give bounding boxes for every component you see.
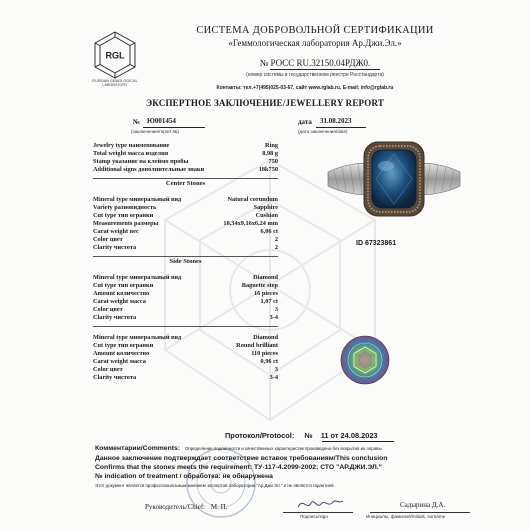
center-stones-heading: Center Stones (165, 180, 206, 187)
signer-name: Садырина Д.А. (400, 501, 446, 509)
signer-underline (370, 512, 470, 513)
report-title: ЭКСПЕРТНОЕ ЗАКЛЮЧЕНИЕ/JEWELLERY REPORT (145, 98, 385, 108)
side-stone-row: Cut type тип огранки Round brilliant (93, 342, 278, 349)
side-stone-row: Amount количество 16 pieces (93, 290, 278, 297)
chief-initials: М. П. (210, 503, 228, 511)
comments-line (95, 445, 475, 452)
report-number-caption: (заключение/report №) (131, 129, 179, 134)
side-section-divider (93, 256, 278, 257)
side-stone-row: Mineral type минеральный вид Diamond (93, 334, 278, 341)
contacts-line: Контакты: тел.+7(495)025-03-67, сайт www.rglab.ru, E-mail: info@rglab.ru (216, 85, 394, 91)
report-date: 31.08.2023 (320, 117, 352, 125)
registry-caption: (номер системы в государственном реестре Росстандарта) (246, 72, 384, 78)
logo-text: RGL (105, 50, 125, 61)
report-date-underline (316, 127, 366, 128)
registry-underline (270, 69, 380, 70)
center-stone-row: Color цвет 2 (93, 236, 278, 243)
signer-caption: Инициалы, фамилия/Initials, surname (366, 514, 446, 519)
side-stone-row: Amount количество 110 pieces (93, 350, 278, 357)
center-stone-row: Variety разновидность Sapphire (93, 204, 278, 211)
hologram-sticker-icon (340, 335, 390, 385)
conclusion-line-1: Данное заключение подтверждает соответствие вставок требованиям/This conclusion (95, 455, 388, 462)
id-number: ID 67323861 (356, 240, 397, 247)
report-date-caption: (дата заключения/date) (298, 129, 348, 134)
chief-label: Руководитель/Chief: (145, 503, 206, 511)
center-stone-row: Mineral type минеральный вид Natural corundum (93, 196, 278, 203)
logo-caption: RUSSIAN GEMOLOGICAL LABORATORY (92, 79, 138, 88)
conclusion-line-3: № indication of treatment / обработка: не обнаружена (95, 473, 273, 480)
disclaimer-line: Этот документ является профессиональным мнением экспертов лаборатории "Ар.Джи.Эл." и не является гарантией (95, 483, 334, 488)
center-stone-row: Carat weight вес 6,06 ct (93, 228, 278, 235)
jewellery-row: Additional signs дополнительные знаки 18k750 (93, 166, 278, 173)
protocol-value: 11 от 24.08.2023 (320, 431, 378, 440)
chief-signature-line (145, 503, 227, 511)
side-stone-row: Clarity чистота 3-4 (93, 314, 278, 321)
protocol-line (225, 431, 378, 440)
side-stone-row: Color цвет 3 (93, 366, 278, 373)
comments-label: Комментарии/Comments: (95, 445, 181, 452)
lab-name: «Геммологическая лаборатория Ар.Джи.Эл.» (228, 38, 402, 48)
side-stone-row: Cut type тип огранки Baguette step (93, 282, 278, 289)
center-stone-row: Measurements размеры 10,34x9,16x6,24 mm (93, 220, 278, 227)
side-group-divider (93, 326, 278, 327)
side-stone-row: Mineral type минеральный вид Diamond (93, 274, 278, 281)
report-number-prefix: № (133, 118, 141, 126)
sign-caption: Подпись/sign (300, 514, 328, 519)
report-number-underline (143, 127, 205, 128)
protocol-underline (322, 441, 394, 442)
certification-system-title: СИСТЕМА ДОБРОВОЛЬНОЙ СЕРТИФИКАЦИИ (196, 25, 434, 36)
report-number: Ю001454 (147, 117, 176, 125)
handwritten-signature-icon (295, 495, 345, 513)
jewellery-row: Total weight масса изделия 8,98 g (93, 150, 278, 157)
conclusion-line-2: Confirms that the stones meets the requirement: ТУ-117-4.2099-2002; СТО "АР.ДЖИ.ЭЛ." (95, 464, 382, 471)
side-stone-row: Carat weight масса 1,07 ct (93, 298, 278, 305)
protocol-number-prefix: № (304, 431, 313, 440)
rgl-logo-icon (90, 30, 140, 80)
report-date-prefix: дата (298, 118, 312, 126)
side-stone-row: Clarity чистота 3-4 (93, 374, 278, 381)
protocol-label: Протокол/Protocol: (225, 431, 295, 440)
center-stone-row: Cut type тип огранки Cushion (93, 212, 278, 219)
side-stones-heading: Side Stones (169, 258, 202, 265)
center-section-divider (93, 178, 278, 179)
side-stone-row: Carat weight масса 0,96 ct (93, 358, 278, 365)
side-stone-row: Color цвет 3 (93, 306, 278, 313)
center-stone-row: Clarity чистота 2 (93, 244, 278, 251)
jewellery-row: Stamp указание на клеймо пробы 750 (93, 158, 278, 165)
ring-photo (324, 134, 464, 224)
registry-number: № РОСС RU.32150.04РДЖ0. (259, 58, 371, 68)
jewellery-row: Jewelry type наименование Ring (93, 142, 278, 149)
comments-text: Определение подлинности и качественных характеристик произведено без вскрытия их оправы (184, 446, 382, 451)
